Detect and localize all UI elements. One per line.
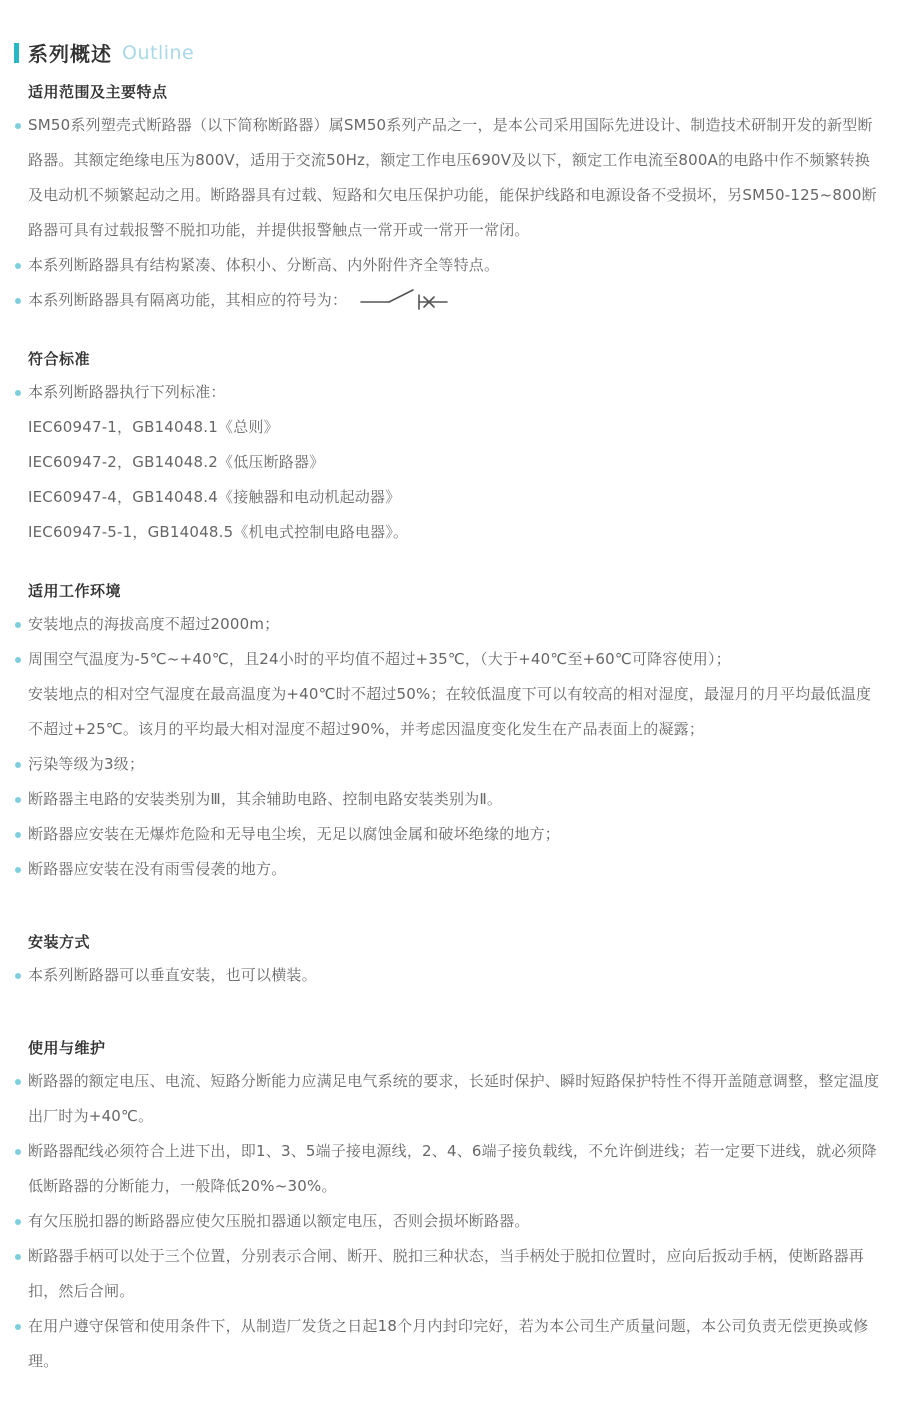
item-text: 本系列断路器可以垂直安装，也可以横装。 (28, 966, 317, 984)
item-text: 周围空气温度为-5℃~+40℃，且24小时的平均值不超过+35℃，（大于+40℃至+60℃可降容使用）； (28, 650, 731, 668)
section-heading: 适用范围及主要特点 (28, 83, 168, 101)
bullet-item (28, 1134, 882, 1204)
bullet-item (28, 817, 882, 852)
isolation-switch-symbol-icon (359, 284, 449, 312)
item-text: 本系列断路器执行下列标准： (28, 383, 226, 401)
text-line (28, 445, 882, 480)
title-accent-bar (14, 43, 19, 63)
text-line (28, 515, 882, 550)
item-text: 断路器配线必须符合上进下出，即1、3、5端子接电源线，2、4、6端子接负载线，不允许倒进线；若一定要下进线，就必须降低断路器的分断能力，一般降低20%~30%。 (28, 1142, 877, 1195)
bullet-item (28, 1064, 882, 1134)
bullet-item (28, 958, 882, 993)
bullet-item (28, 283, 882, 318)
section-heading: 适用工作环境 (28, 582, 122, 600)
section-heading: 使用与维护 (28, 1039, 106, 1057)
page-title-en: Outline (122, 41, 195, 64)
section-5 (28, 1037, 882, 1379)
section-heading: 安装方式 (28, 933, 91, 951)
item-text: 断路器的额定电压、电流、短路分断能力应满足电气系统的要求，长延时保护、瞬时短路保护特性不得开盖随意调整，整定温度出厂时为+40℃。 (28, 1072, 880, 1125)
text-line (28, 677, 882, 747)
page-title-zh: 系列概述 (28, 42, 112, 66)
section-heading: 符合标准 (28, 350, 91, 368)
section-1 (28, 81, 882, 318)
item-text: 本系列断路器具有隔离功能，其相应的符号为： (28, 291, 348, 309)
page-title (14, 38, 882, 67)
bullet-item (28, 1309, 882, 1379)
bullet-item (28, 1239, 882, 1309)
section-4 (28, 931, 882, 993)
bullet-item (28, 108, 882, 248)
text-line (28, 410, 882, 445)
section-3 (28, 580, 882, 887)
bullet-item (28, 375, 882, 410)
item-text: 断路器主电路的安装类别为Ⅲ，其余辅助电路、控制电路安装类别为Ⅱ。 (28, 790, 503, 808)
item-text: 污染等级为3级； (28, 755, 145, 773)
item-text: 在用户遵守保管和使用条件下，从制造厂发货之日起18个月内封印完好，若为本公司生产质量问题，本公司负责无偿更换或修理。 (28, 1317, 869, 1370)
item-text: IEC60947-5-1，GB14048.5《机电式控制电路电器》。 (28, 523, 409, 541)
item-text: 安装地点的海拔高度不超过2000m； (28, 615, 280, 633)
bullet-item (28, 248, 882, 283)
sections-container (28, 81, 882, 1379)
section-2 (28, 348, 882, 550)
item-text: 断路器应安装在没有雨雪侵袭的地方。 (28, 860, 287, 878)
item-text: IEC60947-2，GB14048.2《低压断路器》 (28, 453, 325, 471)
item-text: IEC60947-1，GB14048.1《总则》 (28, 418, 279, 436)
item-text: 有欠压脱扣器的断路器应使欠压脱扣器通以额定电压，否则会损坏断路器。 (28, 1212, 530, 1230)
item-text: SM50系列塑壳式断路器（以下简称断路器）属SM50系列产品之一，是本公司采用国际先进设计、制造技术研制开发的新型断路器。其额定绝缘电压为800V，适用于交流50Hz，额定工作电压690V及以下，额定工作电流至800A的电路中作不频繁转换及电动机不频繁起动之用。断路器具有过载、短路和欠电压保护功能，能保护线路和电源设备不受损坏，另SM50-125~800断路器可具有过载报警不脱扣功能，并提供报警触点一常开或一常开一常闭。 (28, 116, 877, 239)
bullet-item (28, 782, 882, 817)
bullet-item (28, 747, 882, 782)
bullet-item (28, 607, 882, 642)
text-line (28, 480, 882, 515)
item-text: 断路器应安装在无爆炸危险和无导电尘埃，无足以腐蚀金属和破坏绝缘的地方； (28, 825, 561, 843)
bullet-item (28, 642, 882, 677)
item-text: 本系列断路器具有结构紧凑、体积小、分断高、内外附件齐全等特点。 (28, 256, 500, 274)
item-text: IEC60947-4，GB14048.4《接触器和电动机起动器》 (28, 488, 401, 506)
item-text: 断路器手柄可以处于三个位置，分别表示合闸、断开、脱扣三种状态，当手柄处于脱扣位置时，应向后扳动手柄，使断路器再扣，然后合闸。 (28, 1247, 865, 1300)
bullet-item (28, 852, 882, 887)
item-text: 安装地点的相对空气湿度在最高温度为+40℃时不超过50%；在较低温度下可以有较高的相对湿度，最湿月的月平均最低温度不超过+25℃。该月的平均最大相对湿度不超过90%，并考虑因温度变化发生在产品表面上的凝露； (28, 685, 872, 738)
bullet-item (28, 1204, 882, 1239)
